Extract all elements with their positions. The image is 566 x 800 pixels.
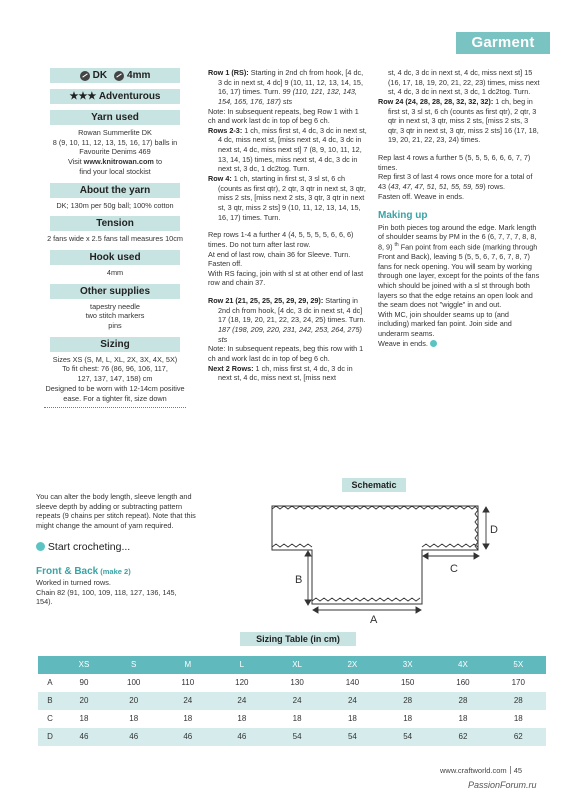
pattern-column-3 xyxy=(378,68,540,348)
needle-icon xyxy=(114,71,124,81)
table-header-cell: XS xyxy=(62,656,106,674)
making-up-text: Pin both pieces tog around the edge. Mark length of shoulder seams by PM in the 6 (6, 7, 7, 7, 8, 8, 8, 9) $^{th}$ Fan point from each side (marking through Front and Back), leaving 5 (5, 5, 6, 7, 6, 7, 8, 7) fans for neck opening. You will seam by working through one layer, except for the points of the fans which should be joined with a sl st through both layers so that the edge retains an open look and the seam does not "wiggle" in and out. xyxy=(378,222,540,310)
table-header-cell xyxy=(38,656,62,674)
table-cell: 20 xyxy=(106,692,161,710)
yarn-used-line: find your local stockist xyxy=(79,166,151,176)
making-up-heading: Making up xyxy=(378,210,428,222)
front-back-heading: Front & Back (make 2) xyxy=(36,565,131,577)
table-cell: 28 xyxy=(435,692,490,710)
label-c: C xyxy=(450,563,458,575)
row24-instruction: Row 24 (24, 28, 28, 28, 32, 32, 32): 1 ch, beg in first st, 3 sl st, 6 ch (counts as first qtr), 2 qtr, 3 qtr in next st, 3 qtr, miss 2 sts, [miss 2 sts, 3 qtr, 3 qtr in next st, 3 qtr, miss 2 sts] 16 (17, 18, 19, 20, 21, 22, 23, 24) times. xyxy=(378,96,539,145)
table-cell: 150 xyxy=(380,674,435,692)
schematic-diagram xyxy=(268,498,512,628)
pattern-column-2 xyxy=(208,68,368,383)
watermark: PassionForum.ru xyxy=(468,780,537,790)
dotted-divider xyxy=(44,407,186,408)
table-cell: 130 xyxy=(269,674,324,692)
table-cell: D xyxy=(38,728,62,746)
yarn-used-line: Rowan Summerlite DK xyxy=(78,128,152,137)
supplies-line: pins xyxy=(108,321,122,331)
repeat-text: Rep rows 1-4 a further 4 (4, 5, 5, 5, 5, 6, 6, 6) times. Do not turn after last row. xyxy=(208,230,354,249)
bullet-dot-icon xyxy=(36,542,45,551)
front-back-text: Worked in turned rows. xyxy=(36,578,111,588)
difficulty-label: Adventurous xyxy=(98,91,161,102)
garment-outline xyxy=(272,506,478,604)
table-header-cell: 4X xyxy=(435,656,490,674)
table-row xyxy=(38,710,546,728)
hook-text: 4mm xyxy=(106,267,124,277)
table-cell: 100 xyxy=(106,674,161,692)
table-cell: 24 xyxy=(161,692,214,710)
table-cell: 110 xyxy=(161,674,214,692)
difficulty-header xyxy=(50,89,180,104)
table-cell: 90 xyxy=(62,674,106,692)
sizing-line: Designed to be worn with 12-14cm positive xyxy=(45,383,185,393)
table-cell: C xyxy=(38,710,62,728)
table-cell: 24 xyxy=(269,692,324,710)
tension-text: 2 fans wide x 2.5 fans tall measures 10cm xyxy=(47,234,183,244)
page-title: Garment xyxy=(456,32,550,54)
continued-text: st, 4 dc, 3 dc in next st, 4 dc, miss next st] 15 (16, 17, 18, 19, 20, 21, 22, 23) times, miss next st, 4 dc, 3 dc in next st, 3 dc, 1 dc2tog. Turn. xyxy=(388,68,540,97)
table-cell: A xyxy=(38,674,62,692)
hook-header: Hook used xyxy=(50,250,180,265)
start-heading: Start crocheting... xyxy=(36,541,200,555)
sizing-table-title: Sizing Table (in cm) xyxy=(240,632,356,646)
tension-header: Tension xyxy=(50,216,180,231)
bottom-zigzag xyxy=(312,598,420,601)
footer xyxy=(440,766,522,776)
table-cell: 18 xyxy=(325,710,380,728)
table-cell: 20 xyxy=(62,692,106,710)
rows23-instruction: Rows 2-3: 1 ch, miss first st, 4 dc, 3 dc in next st, 4 dc, miss next st, [miss next st, 4 dc, 3 dc in next st, 4 dc, miss next st] 7 (8, 9, 10, 11, 12, 13, 14, 15) times, miss next st, 4 dc, 3 dc in next st, 3 dc, 1 dc2tog. Turn. xyxy=(208,125,367,174)
front-back-text: Chain 82 (91, 100, 109, 118, 127, 136, 145, 154). xyxy=(36,587,177,607)
sizing-line: 127, 137, 147, 158) cm xyxy=(77,374,153,384)
table-header-cell: XL xyxy=(269,656,324,674)
label-a: A xyxy=(370,614,378,626)
repeat-text: At end of last row, chain 36 for Sleeve. Turn. Fasten off. xyxy=(208,249,351,269)
table-cell: 18 xyxy=(435,710,490,728)
sizing-line: To fit chest: 76 (86, 96, 106, 117, xyxy=(62,364,168,374)
making-up-text: With MC, join shoulder seams up to (and including) marked fan point. Join side and underarm seams. xyxy=(378,309,512,339)
weight-value: DK xyxy=(92,70,108,81)
table-cell: 62 xyxy=(435,728,490,746)
sizing-header: Sizing xyxy=(50,337,180,352)
table-header-row xyxy=(38,656,546,674)
sizing-table xyxy=(38,656,546,746)
table-cell: 170 xyxy=(491,674,546,692)
supplies-line: tapestry needle xyxy=(90,301,140,311)
table-cell: 24 xyxy=(325,692,380,710)
table-cell: 18 xyxy=(62,710,106,728)
next2-instruction: Next 2 Rows: 1 ch, miss first st, 4 dc, 3 dc in next st, 4 dc, miss next st, [miss next xyxy=(208,363,353,383)
table-cell: 28 xyxy=(380,692,435,710)
needle-value: 4mm xyxy=(127,70,151,81)
table-cell: 18 xyxy=(491,710,546,728)
table-header-cell: M xyxy=(161,656,214,674)
table-cell: 120 xyxy=(214,674,269,692)
schematic-title: Schematic xyxy=(342,478,406,492)
yarn-used-line: Visit www.knitrowan.com to xyxy=(67,157,163,167)
repeat-text: Rep last 4 rows a further 5 (5, 5, 5, 6, 6, 6, 7, 7) times. xyxy=(378,153,531,172)
about-yarn-header: About the yarn xyxy=(50,183,180,198)
yarn-used-header: Yarn used xyxy=(50,110,180,125)
table-cell: 62 xyxy=(491,728,546,746)
table-cell: 54 xyxy=(269,728,324,746)
table-cell: 160 xyxy=(435,674,490,692)
table-header-cell: 5X xyxy=(491,656,546,674)
table-cell: 18 xyxy=(269,710,324,728)
row21-instruction: Row 21 (21, 25, 25, 25, 29, 29, 29): Starting in 2nd ch from hook, [4 dc, 3 dc in next st, 4 dc] 17 (18, 19, 20, 21, 22, 23, 24, 25) times. Turn. 187 (198, 209, 220, 231, 242, 253, 264, 275) sts xyxy=(208,296,366,344)
table-cell: 46 xyxy=(62,728,106,746)
table-cell: 46 xyxy=(161,728,214,746)
table-row xyxy=(38,728,546,746)
label-d: D xyxy=(490,524,498,536)
row4-instruction: Row 4: 1 ch, starting in first st, 3 sl st, 6 ch (counts as first qtr), 2 qtr, 3 qtr in next st, 3 qtr, miss 2 sts, [miss next 2 sts, 3 qtr, 3 qtr in next st, 3 qtr, miss 2 sts] 9 (10, 11, 12, 13, 14, 15, 16, 17) times. Turn. xyxy=(208,174,366,222)
table-header-cell: 2X xyxy=(325,656,380,674)
rowan-link[interactable]: www.knitrowan.com xyxy=(83,157,154,167)
table-cell: 46 xyxy=(214,728,269,746)
weight-header xyxy=(50,68,180,83)
sizing-line: ease. For a tighter fit, size down xyxy=(63,393,167,403)
end-dot-icon xyxy=(430,340,437,347)
difficulty-stars: ★★★ xyxy=(69,91,97,102)
page-number: 45 xyxy=(513,766,523,775)
repeat-text: Rep first 3 of last 4 rows once more for a total of 43 (43, 47, 47, 51, 51, 55, 59, 59) rows. xyxy=(378,172,533,192)
table-cell: B xyxy=(38,692,62,710)
note-text: Note: In subsequent repeats, beg Row 1 with 1 ch and work last dc in top of beg 6 ch. xyxy=(208,106,359,126)
note-text: Note: In subsequent repeats, beg this row with 1 ch and work last dc in top of beg 6 ch. xyxy=(208,344,364,363)
row1-instruction: Row 1 (RS): Starting in 2nd ch from hook, [4 dc, 3 dc in next st, 4 dc] 9 (10, 11, 12, 13, 14, 15, 16, 17) times. Turn. 99 (110, 121, 132, 143, 154, 165, 176, 187) sts xyxy=(208,68,364,106)
yarn-used-line: Favourite Denims 469 xyxy=(79,147,151,157)
repeat-text: Fasten off. Weave in ends. xyxy=(378,191,464,201)
supplies-header: Other supplies xyxy=(50,284,180,299)
table-cell: 46 xyxy=(106,728,161,746)
table-cell: 18 xyxy=(161,710,214,728)
table-cell: 18 xyxy=(106,710,161,728)
info-column xyxy=(36,68,194,408)
about-yarn-text: DK; 130m per 50g ball; 100% cotton xyxy=(56,200,174,210)
alter-text: You can alter the body length, sleeve length and sleeve depth by adding or subtracting pattern repeats (9 chains per stitch repeat). Note that this might change the amount of yarn required. xyxy=(36,492,196,531)
start-section xyxy=(36,492,200,607)
table-header-cell: L xyxy=(214,656,269,674)
yarn-used-line: 8 (9, 10, 11, 12, 13, 15, 16, 17) balls in xyxy=(52,137,178,147)
sizing-line: Sizes XS (S, M, L, XL, 2X, 3X, 4X, 5X) xyxy=(52,354,178,364)
table-row xyxy=(38,674,546,692)
supplies-line: two stitch markers xyxy=(85,311,145,321)
table-header-cell: 3X xyxy=(380,656,435,674)
table-cell: 18 xyxy=(214,710,269,728)
table-cell: 54 xyxy=(380,728,435,746)
table-cell: 140 xyxy=(325,674,380,692)
yarn-ball-icon xyxy=(80,71,90,81)
table-row xyxy=(38,692,546,710)
table-cell: 18 xyxy=(380,710,435,728)
label-b: B xyxy=(295,574,303,586)
making-up-text: Weave in ends. xyxy=(378,339,540,349)
table-cell: 24 xyxy=(214,692,269,710)
repeat-text: With RS facing, join with sl st at other end of last row and chain 37. xyxy=(208,268,364,288)
sleeve-zigzag xyxy=(272,544,478,547)
table-cell: 28 xyxy=(491,692,546,710)
site-url[interactable]: www.craftworld.com xyxy=(440,766,507,775)
table-cell: 54 xyxy=(325,728,380,746)
table-header-cell: S xyxy=(106,656,161,674)
footer-divider xyxy=(510,766,511,774)
